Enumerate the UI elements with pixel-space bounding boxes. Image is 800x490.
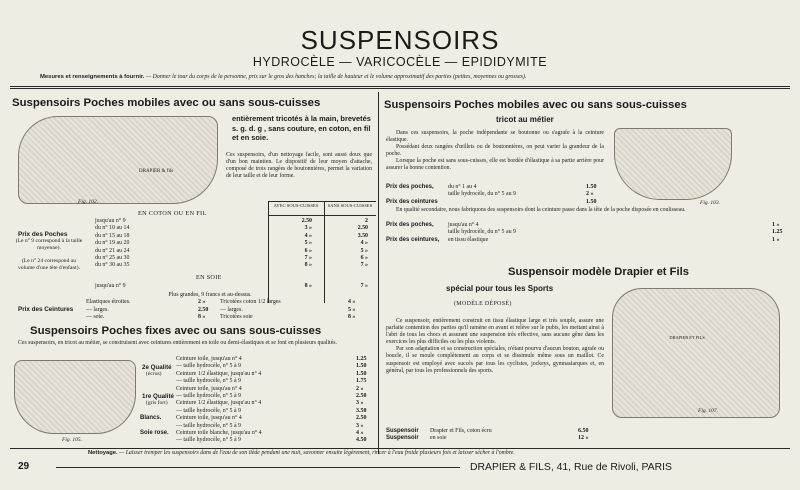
size-range: du n° 25 au 30 [95,255,130,262]
price-row-price: 4 » [356,429,364,436]
price-row-text: — taille hydrocèle, n° 5 à 9 [176,407,242,414]
price-row-price: 3 » [356,422,364,429]
size-note-24: (Le n° 24 correspond au volume d'une tête d'enfant). [18,258,80,271]
belt-price: 2 » [198,299,206,305]
price-row-label: Suspensoir [386,428,419,434]
price-row-price: 3 » [356,400,364,407]
belt-type: — larges. [220,306,243,313]
size-range: du n° 19 au 20 [95,240,130,247]
sport-price-list [386,428,612,443]
price-row [386,435,612,442]
belt-price: 8 » [348,314,356,320]
price-row-label: Prix des ceintures, [386,236,440,243]
right-top-prices-2 [386,222,786,244]
measures-text: — Donner le tour du corps de la personne, pris sur le gros des hanches; la taille de hauteur et le volume approximatif des parties (petites, moyennes ou grosses). [145,74,527,80]
price-row-price: 1.50 [356,363,367,370]
figure-105 [14,360,136,434]
cotton-with-list [268,218,324,270]
price-row-price: 1.25 [356,356,367,362]
belt-price: 5 » [348,306,356,313]
figure-107-label: DRAPIER ET FILS [669,335,705,340]
price-row-text: — taille hydrocèle, n° 5 à 9 [176,422,242,429]
price-without-strap: 6 » [360,255,368,262]
size-range: du n° 15 au 18 [95,232,130,239]
price-row-text: — taille hydrocèle, n° 5 à 9 [176,378,242,385]
price-row-price: 6.50 [578,428,589,434]
cleaning-label: Nettoyage. [88,450,118,456]
price-row-label: Prix des poches, [386,184,434,190]
right-top-heading: Suspensoirs Poches mobiles avec ou sans sous-cuisses [384,99,687,111]
price-row-label: Prix des ceintures [386,198,438,205]
footer-rule [10,448,790,449]
price-without-strap: 5 » [360,247,368,254]
price-row [386,428,612,435]
price-row-price: 1.50 [586,184,597,190]
price-row-text: Ceinture toile, jusqu'au n° 4 [176,356,242,362]
q1-label: 1re Qualité [142,393,174,400]
header-rule [10,86,790,87]
figure-102-label: DRAPIER & fils [139,169,174,174]
model-registered: (MODÈLE DÉPOSÉ) [454,301,512,307]
price-without-strap: 3.50 [357,232,368,239]
price-row-text: jusqu'au n° 4 [448,222,479,228]
right-top-para-3: Lorsque la poche est sans sous-cuisses, elle est bordée d'élastique à sa partie arrière pour assurer la bonne contention. [386,158,604,172]
size-note-9: (Le n° 9 correspond à la taille moyenne). [15,238,83,251]
price-with-strap: 4 » [304,232,312,239]
right-top-prices-1 [386,184,612,206]
price-with-strap: 8 » [304,262,312,269]
price-row-price: 2.50 [356,392,367,399]
price-row-price: 2.50 [356,415,367,422]
price-row-text: Ceinture toile blanche, jusqu'au n° 4 [176,429,262,436]
company-address: DRAPIER & FILS, 41, Rue de Rivoli, PARIS [470,462,672,473]
price-row-price: 1.75 [356,378,367,385]
silk-without-price: 7 » [360,283,368,289]
right-top-para-4: En qualité secondaire, nous fabriquons des suspensoirs dont la ceinture passe dans la tête de la poche disposée en coulisseau. [396,207,686,213]
price-row-text: taille hydrocèle, du n° 5 au 9 [448,191,516,198]
figure-105-caption: Fig. 105. [62,437,83,443]
price-row-price: 1.50 [586,198,597,205]
cotton-without-list [324,218,376,270]
belt-price: 2.50 [198,306,209,313]
price-row-text: Ceinture 1/2 élastique, jusqu'au n° 4 [176,370,262,377]
price-row-label: Soie rose. [140,429,169,436]
size-range: du n° 30 au 35 [95,262,130,269]
belt-type: Tricotées soie [220,314,253,320]
price-row [140,437,376,444]
measures-line [40,74,770,81]
price-row [140,378,376,385]
size-range: jusqu'au n° 9 [95,218,126,224]
price-row [140,400,376,407]
price-row-text: en soie [430,435,447,442]
price-row-text: du n° 1 au 4 [448,184,477,190]
price-with-strap: 6 » [304,247,312,254]
price-row-price: 1.50 [356,370,367,377]
cotton-heading: EN COTON OU EN FIL [138,210,207,217]
silk-heading: EN SOIE [196,274,222,281]
cotton-size-list [95,218,271,270]
price-row [386,222,786,229]
price-with-strap: 2.50 [301,218,312,224]
price-row [386,229,786,236]
right-top-para-2: Possédant deux rangées d'œillets ou de boutonnières, on peut varier la grandeur de la poche. [386,144,604,158]
measures-label: Mesures et renseignements à fournir. [40,74,145,80]
belt-price: 4 » [348,299,356,305]
q1-sub: (gris fort) [146,400,168,406]
price-with-strap: 5 » [304,240,312,247]
price-row-price: 2 » [586,191,594,198]
q2-sub: (écrus) [146,371,162,377]
fixed-price-list [140,356,376,445]
right-bottom-text [386,318,604,375]
left-bottom-desc: Ces suspensoirs, en tricot au métier, se construisent avec ceintures entièrement en toile ou demi-élastiques et se font en plusieurs qualités. [18,340,337,346]
price-row-price: 4.50 [356,437,367,444]
size-range: du n° 21 au 24 [95,247,130,254]
price-row-text: en tissu élastique [448,236,489,243]
price-row-text: — taille hydrocèle, n° 5 à 9 [176,392,242,399]
price-row-price: 1 » [772,236,780,243]
belt-row [86,307,376,315]
price-row-text: — taille hydrocèle, n° 5 à 9 [176,437,242,444]
larger-note: Plus grandes, 9 francs et au-dessus. [168,292,252,298]
price-row-text: Ceinture toile, jusqu'au n° 4 [176,415,242,422]
price-row [140,423,376,430]
belt-type: — soie. [86,314,105,320]
col-with-header: AVEC SOUS-CUISSES [273,203,319,208]
right-top-para-1: Dans ces suspensoirs, la poche indépendante se boutonne ou s'agrafe à la ceinture élastique. [386,130,604,144]
price-row-text: taille hydrocèle, du n° 5 au 9 [448,229,516,236]
price-row [386,237,786,244]
right-bottom-para-2: Par son adaptation et sa construction spéciales, n'étant pourvu d'aucun bouton, agrafe ou boucle, il se moule complètement au corps et se dissimule même sous un maillot. Ce suspensoir est employé avec succès par tous les cyclistes, jockeys, gymnasiarques et, en général, par tous les professionnels des sports. [386,346,604,374]
right-top-text [386,130,604,173]
price-row-price: 1 » [772,222,780,228]
belt-row [86,314,376,322]
price-row [386,199,612,206]
col-without-header: SANS SOUS-CUISSES [327,203,373,208]
right-bottom-heading: Suspensoir modèle Drapier et Fils [508,266,689,278]
right-top-subheading: tricot au métier [496,115,554,124]
figure-103 [614,128,732,200]
belt-type: Tricotées coton 1/2 larges [220,299,281,305]
left-top-desc: Ces suspensoirs, d'un nettoyage facile, sont aussi doux que d'un bon maintien. Le dispositif de leur moyen d'attache, composé de trois rangées de boutonnières, permet la variation de leur taille et de leur forme. [226,152,372,180]
belt-row [86,299,376,307]
poches-price-label: Prix des Poches [18,231,68,238]
right-bottom-subheading: spécial pour tous les Sports [446,284,554,293]
footer-flourish [56,467,460,468]
price-with-strap: 7 » [304,255,312,262]
page-number: 29 [18,461,30,472]
price-row-price: 1.25 [772,229,783,236]
header-rule-2 [10,88,790,89]
figure-102-caption: Fig. 102. [78,199,99,205]
price-row [140,386,376,393]
belts-label: Prix des Ceintures [18,306,74,313]
price-with-strap: 3 » [304,225,312,232]
right-bottom-para-1: Ce suspensoir, entièrement construit en tissu élastique large et très souple, assure une parfaite contention des parties qu'il ramène en avant et relève sur le pubis, les mettant ainsi à l'abri de tous les chocs et assurant une suspension très effective, sans aucune gêne dans les exercices les plus difficiles ou les plus violents. [386,318,604,346]
price-row-price: 12 » [578,435,589,442]
price-row [140,363,376,370]
price-row-label: Blancs. [140,415,162,422]
belt-price: 8 » [198,314,206,320]
price-row [386,191,612,198]
figure-103-caption: Fig. 103. [700,200,721,206]
price-row-price: 2 » [356,385,364,392]
price-row [140,415,376,422]
price-row-text: Drapier et Fils, coton écru [430,428,492,434]
silk-with-price: 8 » [304,283,312,289]
figure-107 [612,288,780,418]
price-row-price: 3.50 [356,407,367,414]
price-without-strap: 2.50 [357,225,368,232]
price-row-label: Suspensoir [386,435,419,442]
belt-type: Elastiques étroites. [86,299,131,305]
silk-size: jusqu'au n° 9 [95,283,126,289]
price-row-text: Ceinture 1/2 élastique, jusqu'au n° 4 [176,400,262,407]
table-head-rule [268,215,376,216]
page-subtitle: HYDROCÈLE — VARICOCÈLE — EPIDIDYMITE [252,55,548,69]
cleaning-note [88,450,788,457]
figure-102 [18,116,218,204]
price-row-label: Prix des poches, [386,222,434,228]
column-divider [378,92,379,454]
left-top-heading: Suspensoirs Poches mobiles avec ou sans sous-cuisses [12,97,321,109]
page-title: SUSPENSOIRS [300,25,500,55]
left-bottom-heading: Suspensoirs Poches fixes avec ou sans sous-cuisses [30,325,322,337]
left-top-intro: entièrement tricotés à la main, brevetés s. g. d. g , sans couture, en coton, en fil et en soie. [232,114,371,142]
price-without-strap: 4 » [360,240,368,247]
belt-type: — larges. [86,306,109,313]
size-range: du n° 10 au 14 [95,225,130,232]
belts-list [86,299,376,322]
price-row-text: — taille hydrocèle, n° 5 à 9 [176,363,242,370]
cleaning-text: — Laisser tremper les suspensoirs dans de l'eau de son tiède pendant une nuit, savonner ensuite légèrement, rincer à l'eau froide plusieurs fois et laisser sécher à l'ombre. [119,450,515,456]
price-without-strap: 7 » [360,262,368,269]
q2-label: 2e Qualité [142,364,172,371]
table-top-rule [268,201,376,202]
price-without-strap: 2 [365,218,368,224]
figure-107-caption: Fig. 107. [698,408,719,414]
price-row-text: Ceinture toile, jusqu'au n° 4 [176,385,242,392]
